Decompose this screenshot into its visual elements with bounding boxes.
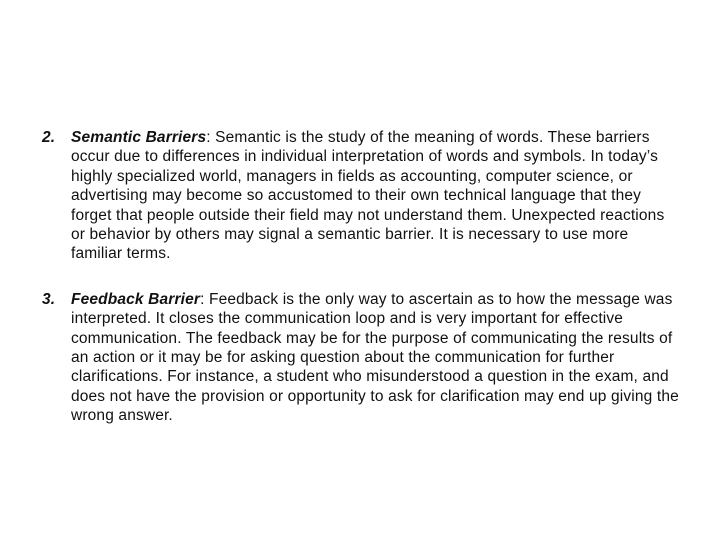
item-number: 3.	[42, 290, 56, 308]
barrier-list	[42, 128, 682, 426]
item-text: : Semantic is the study of the meaning of words. These barriers occur due to differences in individual interpretation of words and symbols. In today’s highly specialized world, managers in fields as accounting, computer science, or advertising may become so accustomed to their own technical language that they forget that people outside their field may not understand them. Unexpected reactions or behavior by others may signal a semantic barrier. It is necessary to use more familiar terms.	[71, 129, 665, 263]
item-text: : Feedback is the only way to ascertain as to how the message was interpreted. It closes the communication loop and is very important for effective communication. The feedback may be for the purpose of communicating the results of an action or it may be for asking question about the communication for further clarifications. For instance, a student who misunderstood a question in the exam, and does not have the provision or opportunity to ask for clarification may end up giving the wrong answer.	[71, 290, 679, 425]
item-number: 2.	[42, 129, 56, 146]
item-term: Semantic Barriers	[71, 129, 207, 146]
list-item-semantic-barriers	[42, 128, 682, 264]
item-term: Feedback Barrier	[71, 290, 201, 308]
list-item-feedback-barrier	[42, 290, 682, 426]
